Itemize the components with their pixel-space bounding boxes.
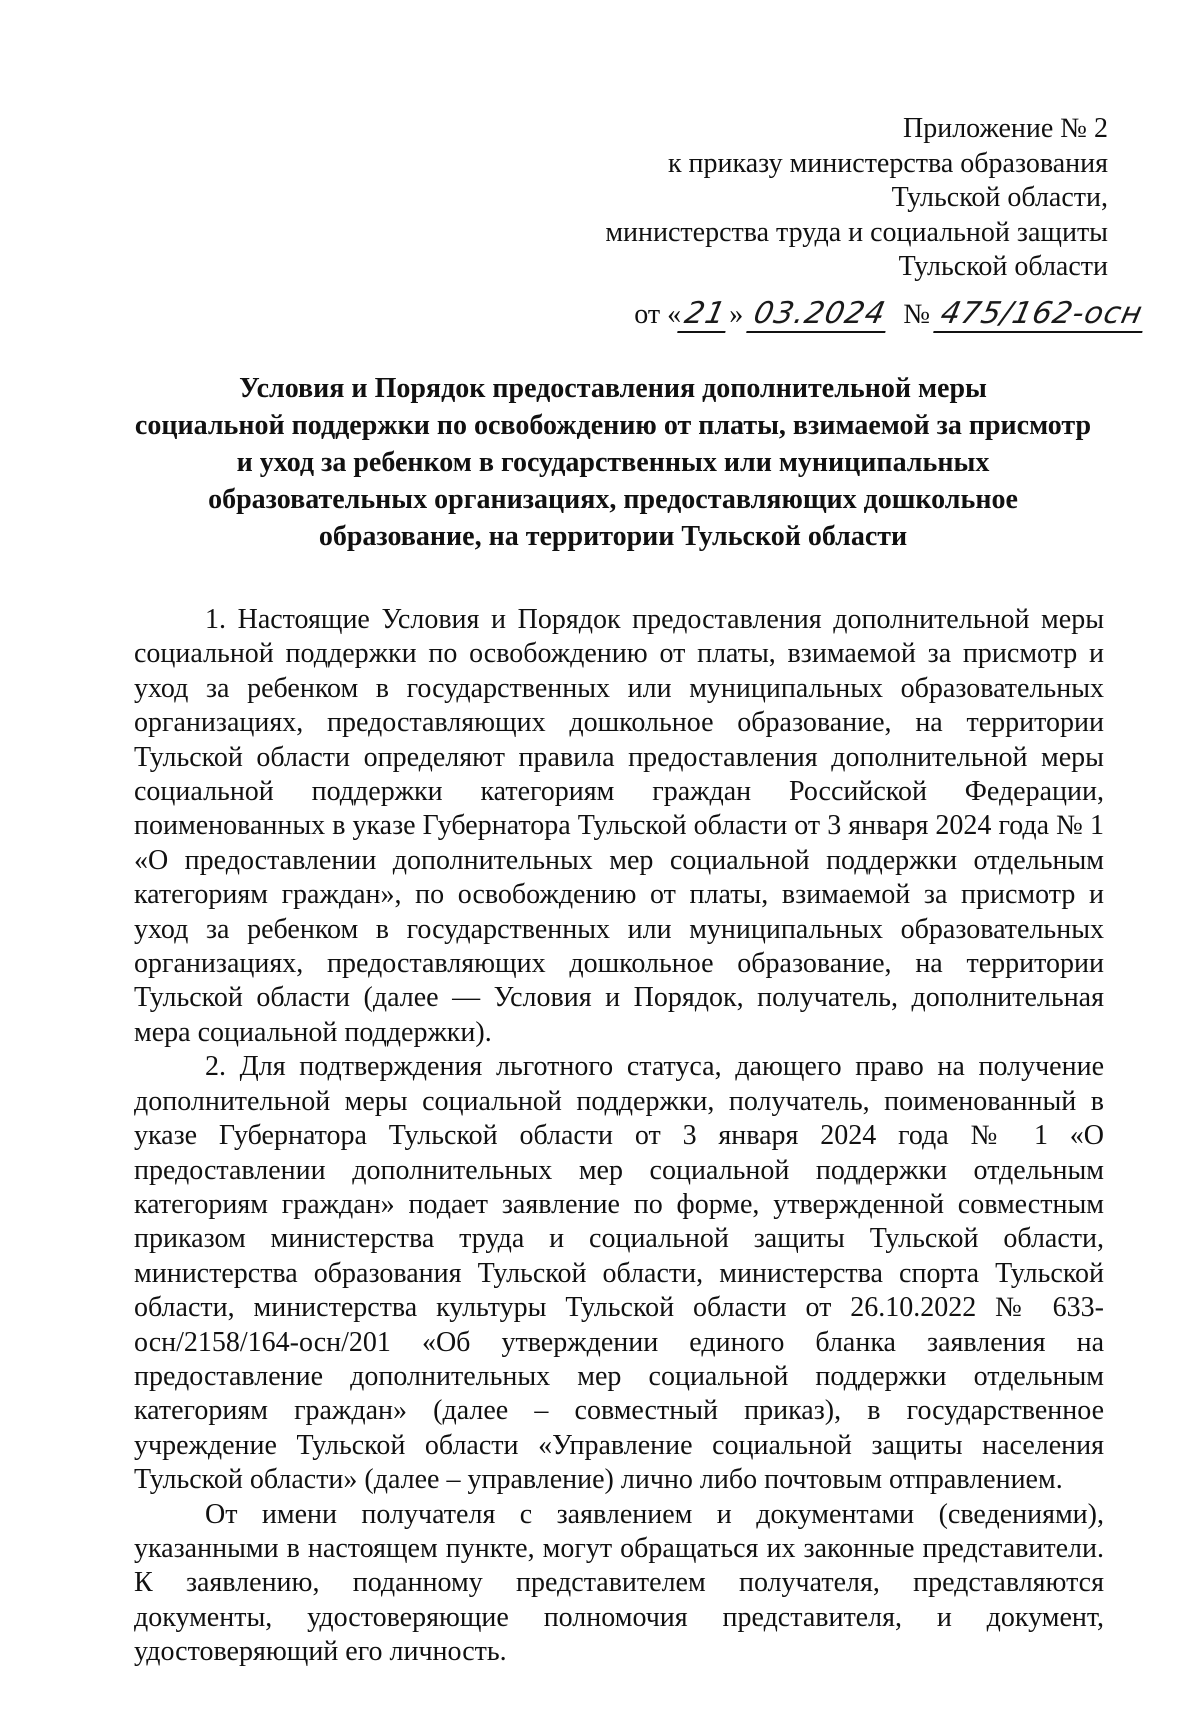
title-line-4: образовательных организациях, предоставляющих дошкольное bbox=[208, 484, 1018, 515]
document-title bbox=[118, 370, 1108, 555]
document-body bbox=[134, 603, 1104, 1670]
paragraph-1: 1. Настоящие Условия и Порядок предоставления дополнительной меры социальной поддержки по освобождению от платы, взимаемой за присмотр и уход за ребенком в государственных или муниципальных образовательных организациях, предоставляющих дошкольное образование, на территории Тульской области определяют правила предоставления дополнительной меры социальной поддержки категориям граждан Российской Федерации, поименованных в указе Губернатора Тульской области от 3 января 2024 года № 1 «О предоставлении дополнительных мер социальной поддержки отдельным категориям граждан», по освобождению от платы, взимаемой за присмотр и уход за ребенком в государственных или муниципальных образовательных организациях, предоставляющих дошкольное образование, на территории Тульской области (далее — Условия и Порядок, получатель, дополнительная мера социальной поддержки). bbox=[134, 604, 1104, 1048]
order-date-number bbox=[634, 297, 1146, 333]
title-line-3: и уход за ребенком в государственных или муниципальных bbox=[236, 447, 990, 478]
title-line-1: Условия и Порядок предоставления дополнительной меры bbox=[239, 373, 987, 404]
date-mid: » bbox=[729, 299, 744, 330]
appendix-line-5: Тульской области bbox=[898, 251, 1108, 282]
handwritten-date: 03.2024 bbox=[746, 297, 893, 333]
appendix-line-1: Приложение № 2 bbox=[903, 113, 1108, 144]
title-line-5: образование, на территории Тульской области bbox=[318, 521, 908, 552]
title-line-2: социальной поддержки по освобождению от платы, взимаемой за присмотр bbox=[134, 410, 1092, 441]
appendix-line-3: Тульской области, bbox=[891, 182, 1108, 213]
appendix-line-2: к приказу министерства образования bbox=[667, 147, 1108, 179]
handwritten-order-number: 475/162-осн bbox=[933, 297, 1150, 333]
appendix-line-4: министерства труда и социальной защиты bbox=[605, 216, 1108, 248]
date-prefix: от « bbox=[634, 299, 682, 330]
handwritten-day: 21 bbox=[677, 297, 733, 333]
paragraph-3: От имени получателя с заявлением и документами (сведениями), указанными в настоящем пункте, могут обращаться их законные представители. К заявлению, поданному представителем получателя, представляются документы, удостоверяющие полномочия представителя, и документ, удостоверяющий его личность. bbox=[134, 1498, 1104, 1668]
number-label: № bbox=[903, 299, 931, 330]
paragraph-2: 2. Для подтверждения льготного статуса, дающего право на получение дополнительной меры социальной поддержки, получатель, поименованный в указе Губернатора Тульской области от 3 января 2024 года № 1 «О предоставлении дополнительных мер социальной поддержки отдельным категориям граждан» подает заявление по форме, утвержденной совместным приказом министерства труда и социальной защиты Тульской области, министерства образования Тульской области, министерства спорта Тульской области, министерства культуры Тульской области от 26.10.2022 № 633-осн/2158/164-осн/201 «Об утверждении единого бланка заявления на предоставление дополнительных мер социальной поддержки отдельным категориям граждан» (далее – совместный приказ), в государственное учреждение Тульской области «Управление социальной защиты населения Тульской области» (далее – управление) лично либо почтовым отправлением. bbox=[134, 1051, 1104, 1496]
appendix-header bbox=[605, 112, 1108, 285]
